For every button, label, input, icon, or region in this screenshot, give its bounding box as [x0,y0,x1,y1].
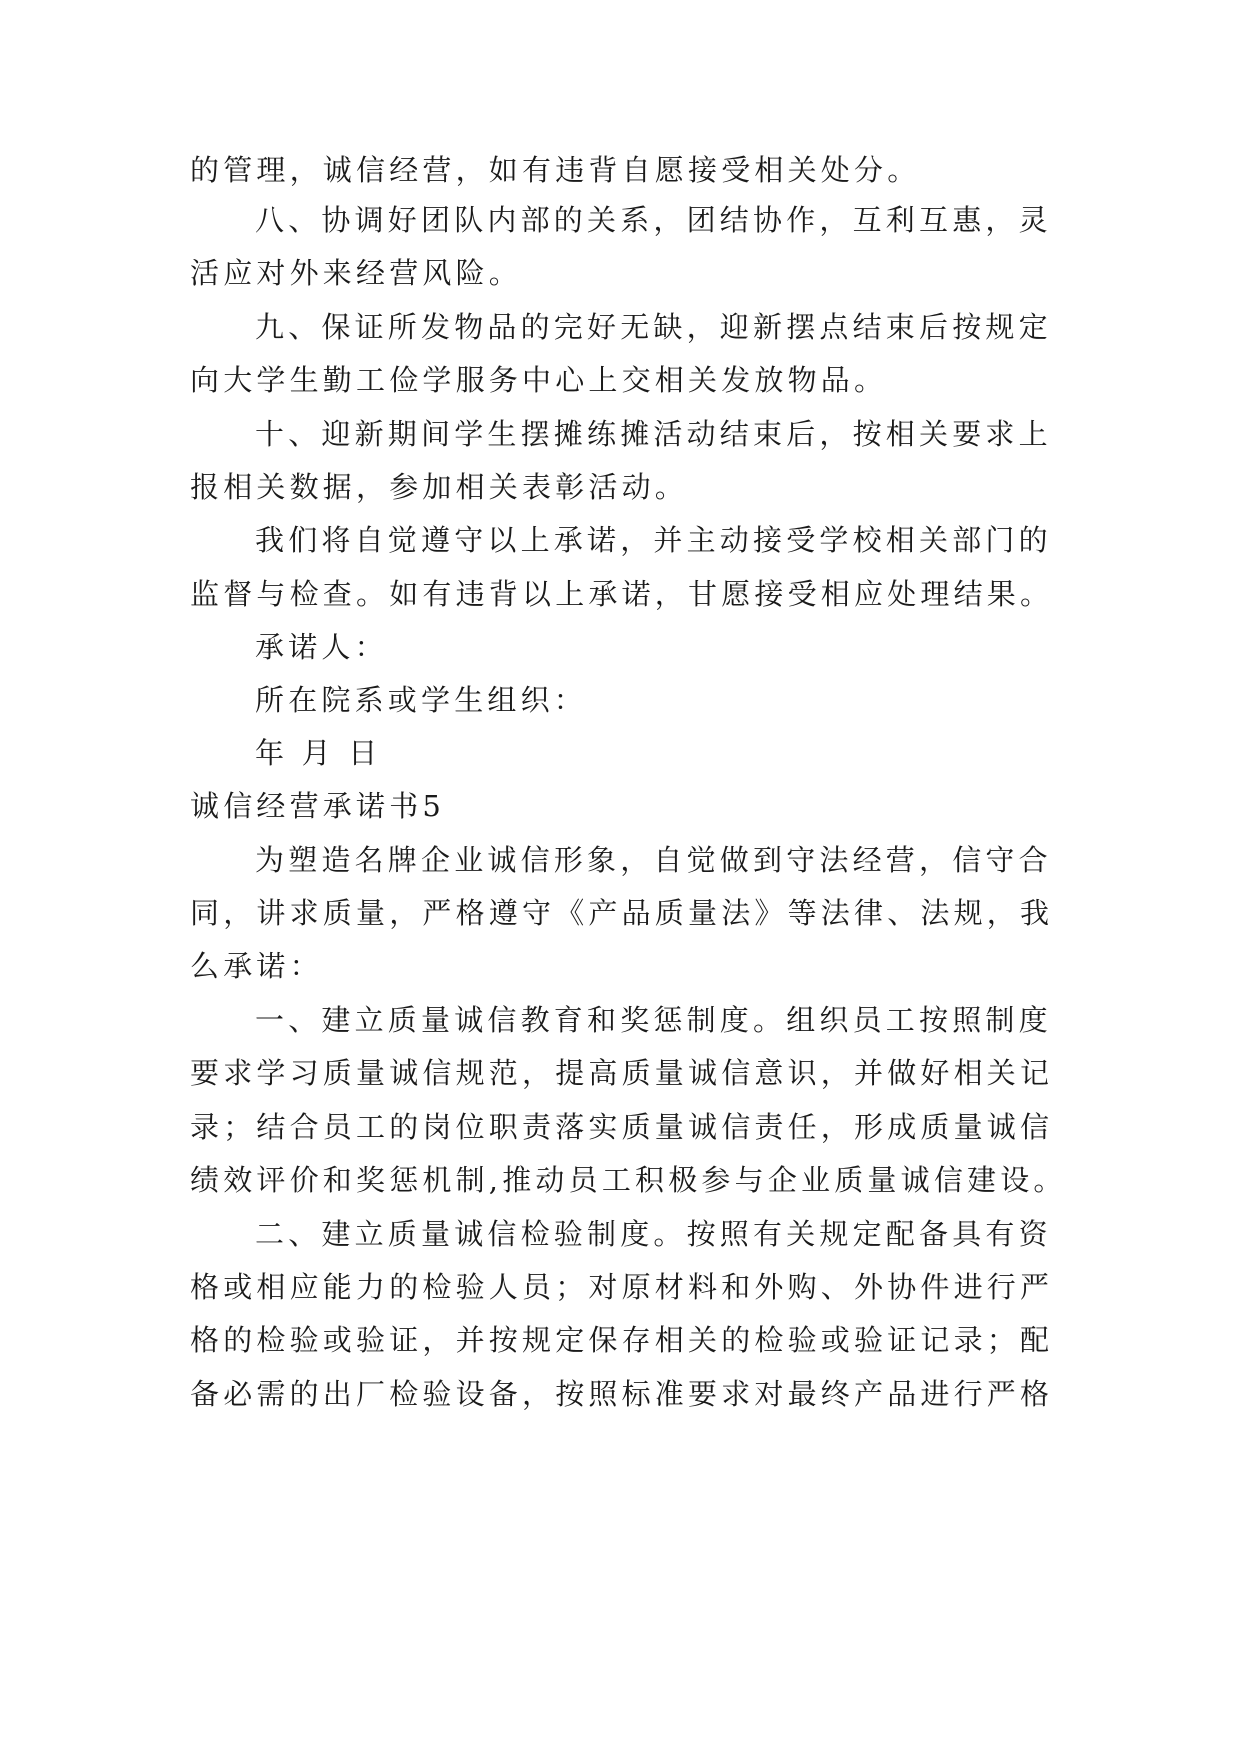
paragraph-line: 十、迎新期间学生摆摊练摊活动结束后，按相关要求上 [255,417,1052,451]
paragraph-line: 绩效评价和奖惩机制,推动员工积极参与企业质量诚信建设。 [190,1163,1067,1197]
date-label: 年 月 日 [255,736,382,770]
paragraph-line: 我们将自觉遵守以上承诺，并主动接受学校相关部门的 [255,523,1052,557]
paragraph-line: 录；结合员工的岗位职责落实质量诚信责任，形成质量诚信 [190,1110,1054,1144]
paragraph-line: 二、建立质量诚信检验制度。按照有关规定配备具有资 [255,1217,1052,1251]
paragraph-line: 八、协调好团队内部的关系，团结协作，互利互惠，灵 [255,203,1052,237]
paragraph-line: 么承诺： [190,949,323,983]
paragraph-line: 向大学生勤工俭学服务中心上交相关发放物品。 [190,363,888,397]
organization-label: 所在院系或学生组织： [255,683,588,717]
paragraph-line: 报相关数据，参加相关表彰活动。 [190,470,689,504]
section-heading: 诚信经营承诺书5 [190,789,446,823]
paragraph-line: 同，讲求质量，严格遵守《产品质量法》等法律、法规，我 [190,896,1054,930]
paragraph-line: 活应对外来经营风险。 [190,256,523,290]
paragraph-line: 九、保证所发物品的完好无缺，迎新摆点结束后按规定 [255,310,1052,344]
paragraph-line: 监督与检查。如有违背以上承诺，甘愿接受相应处理结果。 [190,577,1054,611]
paragraph-line: 格的检验或验证，并按规定保存相关的检验或验证记录；配 [190,1323,1054,1357]
paragraph-line: 要求学习质量诚信规范，提高质量诚信意识，并做好相关记 [190,1056,1054,1090]
paragraph-line: 一、建立质量诚信教育和奖惩制度。组织员工按照制度 [255,1003,1052,1037]
signatory-label: 承诺人： [255,630,388,664]
paragraph-line: 为塑造名牌企业诚信形象，自觉做到守法经营，信守合 [255,843,1052,877]
paragraph-line: 备必需的出厂检验设备，按照标准要求对最终产品进行严格 [190,1377,1054,1411]
paragraph-line: 的管理，诚信经营，如有违背自愿接受相关处分。 [190,153,921,187]
paragraph-line: 格或相应能力的检验人员；对原材料和外购、外协件进行严 [190,1270,1054,1304]
